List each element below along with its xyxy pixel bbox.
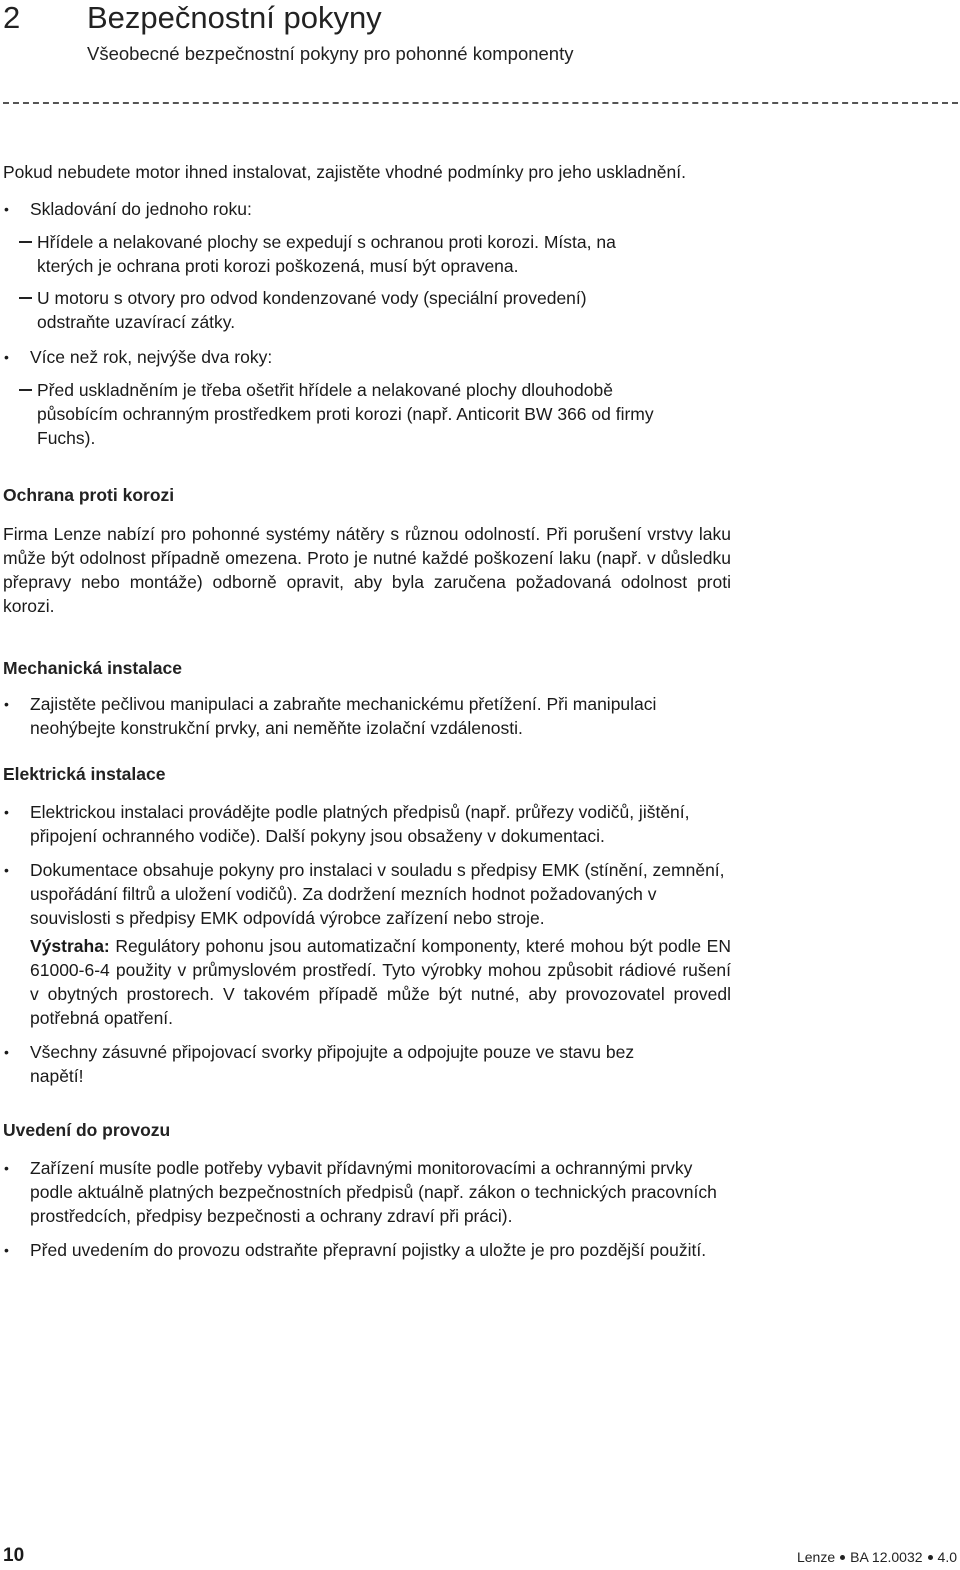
list-item [3,858,731,1030]
commissioning-list [3,1156,731,1262]
storage-one-year-sublist [19,230,731,334]
chapter-title: Bezpečnostní pokyny [87,0,382,35]
list-item [3,1156,731,1228]
list-item [19,230,651,278]
storage-bullet-two-years [3,345,731,450]
list-item [3,1040,731,1088]
section-heading-mechanical: Mechanická instalace [3,658,182,678]
list-item-text: • Elektrickou instalaci provádějte podle platných předpisů (např. průřezy vodičů, jištění, připojení ochranného vodiče). Další pokyny jsou obsaženy v dokumentaci. [30,802,690,846]
list-item-text: • Všechny zásuvné připojovací svorky připojujte a odpojujte pouze ve stavu bez napětí! [30,1042,635,1086]
warning-text: Regulátory pohonu jsou automatizační komponenty, které mohou být podle EN 61000-6-4 použity v průmyslovém prostředí. Tyto výrobky mohou způsobit rádiové rušení v obytných prostorech. V takovém případě může být nutné, aby provozovatel provedl potřebná opatření. [30,936,731,1028]
list-item [19,286,651,334]
chapter-subtitle: Všeobecné bezpečnostní pokyny pro pohonné komponenty [87,43,574,64]
storage-bullet-title: • Skladování do jednoho roku: [30,199,252,219]
footer-separator [840,1555,845,1560]
mechanical-list [3,692,731,740]
footer-doc-info [797,1547,957,1567]
electrical-list [3,800,731,1088]
list-item [3,1238,731,1262]
storage-two-years-sublist [19,378,731,450]
section-heading-corrosion: Ochrana proti korozi [3,485,175,505]
list-item-text: • Zajistěte pečlivou manipulaci a zabraňte mechanickému přetížení. Při manipulaci neohýbejte konstrukční prvky, ani neměňte izolační vzdálenosti. [30,694,657,738]
storage-bullet-title: • Více než rok, nejvýše dva roky: [30,347,273,367]
page-number: 10 [3,1545,25,1566]
main-content [3,160,731,1262]
footer-doc-code: BA 12.0032 [850,1549,923,1565]
list-item-text: • Před uvedením do provozu odstraňte přepravní pojistky a uložte je pro pozdější použití. [30,1240,707,1260]
footer-brand: Lenze [796,1549,836,1565]
dashed-divider [3,102,958,104]
list-item-text: U motoru s otvory pro odvod kondenzované vody (speciální provedení) odstraňte uzavírací zátky. [37,288,587,332]
storage-list [3,197,731,450]
list-item [3,800,731,848]
list-item [19,378,691,450]
list-item-text: Před uskladněním je třeba ošetřit hřídele a nelakované plochy dlouhodobě působícím ochranným prostředkem proti korozi (např. Anticorit BW 366 od firmy Fuchs). [37,380,654,448]
footer-separator [928,1555,933,1560]
storage-bullet-one-year [3,197,731,334]
warning-label: Výstraha: [30,936,110,956]
section-heading-electrical: Elektrická instalace [3,764,166,784]
corrosion-text: Firma Lenze nabízí pro pohonné systémy nátěry s různou odolností. Při porušení vrstvy laku může být odolnost případně omezena. Proto je nutné každé poškození laku (např. v důsledku přepravy nebo montáže) odborně opravit, aby byla zaručena požadovaná odolnost proti korozi. [3,524,731,616]
list-item [3,692,731,740]
section-heading-commissioning: Uvedení do provozu [3,1120,171,1140]
list-item-text: • Dokumentace obsahuje pokyny pro instalaci v souladu s předpisy EMK (stínění, zemnění, uspořádání filtrů a uložení vodičů). Za dodržení mezních hodnot požadovaných v souvislosti s předpisy EMK odpovídá výrobce zařízení nebo stroje. [30,860,725,928]
list-item-text: • Zařízení musíte podle potřeby vybavit přídavnými monitorovacími a ochrannými prvky podle aktuálně platných bezpečnostních předpisů (např. zákon o technických pracovních prostředcích, předpisy bezpečnosti a ochrany zdraví při práci). [30,1158,717,1226]
warning-note [30,934,731,1030]
footer-version: 4.0 [937,1549,957,1565]
storage-intro: Pokud nebudete motor ihned instalovat, zajistěte vhodné podmínky pro jeho uskladnění. [3,162,686,182]
chapter-number: 2 [3,0,21,35]
list-item-text: Hřídele a nelakované plochy se expedují s ochranou proti korozi. Místa, na kterých je ochrana proti korozi poškozená, musí být opravena. [37,232,616,276]
